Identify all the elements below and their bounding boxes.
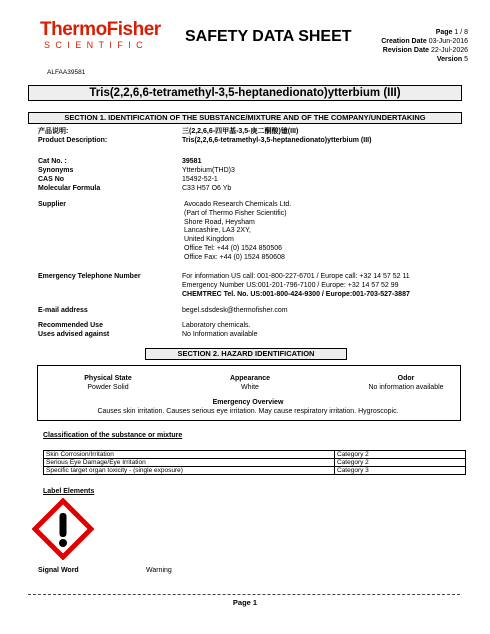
page-label: Page [435,29,453,36]
emergency-row [38,273,410,298]
product-description-row [38,137,372,146]
supplier-line: Lancashire, LA3 2XY, [184,227,251,235]
version-number: 5 [464,56,468,63]
appearance-block [200,375,300,392]
emergency-overview-text: Causes skin irritation. Causes serious eye irritation. May cause respiratory irritation. Hygroscopic. [97,407,399,415]
physical-state-label: Physical State [84,375,132,382]
footer-divider [28,594,460,595]
hazard-cell: Skin Corrosion/Irritation [44,451,335,459]
hazard-cell: Serious Eye Damage/Eye Irritation [44,459,335,467]
supplier-line: Office Fax: +44 (0) 1524 850608 [184,253,285,261]
emergency-overview-label: Emergency Overview [212,399,284,406]
section1-heading: SECTION 1. IDENTIFICATION OF THE SUBSTANCE/MIXTURE AND OF THE COMPANY/UNDERTAKING [28,112,462,124]
product-description-cn-value: 三(2,2,6,6-四甲基-3,5-庚二酮酸)镱(III) [182,128,299,135]
label-elements-title: Label Elements [43,488,95,495]
supplier-label: Supplier [38,201,67,208]
signal-word-label: Signal Word [38,567,79,574]
table-row [44,459,466,467]
creation-date-label: Creation Date [381,38,427,45]
odor-block [356,375,456,392]
recommended-use-row [38,322,251,331]
classification-title: Classification of the substance or mixture [43,432,183,439]
cas-row [38,176,218,185]
cat-no-label: Cat No. : [38,158,67,165]
recommended-use-value: Laboratory chemicals. [182,322,251,329]
exclamation-mark-pictogram-icon [32,498,94,560]
company-logo: ThermoFisher [40,19,161,40]
emergency-numbers [182,273,410,299]
appearance-label: Appearance [229,375,271,382]
emergency-line: For information US call: 001-800-227-6701 / Europe call: +32 14 57 52 11 [182,273,410,280]
category-cell: Category 2 [335,459,466,467]
signal-word-row [38,567,172,576]
product-description-value: Tris(2,2,6,6-tetramethyl-3,5-heptanedionato)ytterbium (III) [182,137,372,144]
document-meta [381,28,468,64]
supplier-row [38,201,292,261]
classification-table [43,450,466,475]
page-footer: Page 1 [232,598,258,607]
page-indicator: 1 / 8 [454,29,468,36]
physical-state-block [58,375,158,392]
supplier-line: Avocado Research Chemicals Ltd. [184,201,292,208]
document-title: SAFETY DATA SHEET [185,28,352,45]
emergency-overview [37,399,459,416]
table-row [44,451,466,459]
appearance-value: White [241,383,259,391]
supplier-line: Shore Road, Heysham [184,218,255,226]
odor-value: No information available [368,383,444,391]
product-code: ALFAA39581 [47,69,86,76]
supplier-line: United Kingdom [184,236,234,244]
supplier-line: (Part of Thermo Fisher Scientific) [184,209,287,217]
formula-label: Molecular Formula [38,185,101,192]
table-row [44,467,466,475]
revision-date: 22-Jul-2026 [431,47,468,54]
email-label: E-mail address [38,307,88,314]
product-description-label: Product Description: [38,137,108,144]
recommended-use-label: Recommended Use [38,322,103,329]
synonyms-row [38,167,235,176]
product-description-cn-row [38,128,299,137]
emergency-label: Emergency Telephone Number [38,273,141,280]
product-name-banner: Tris(2,2,6,6-tetramethyl-3,5-heptanedionato)ytterbium (III) [28,85,462,101]
creation-date: 03-Jun-2016 [428,38,468,45]
hazard-cell: Specific target organ toxicity - (single exposure) [44,467,335,475]
odor-label: Odor [397,375,415,382]
uses-against-label: Uses advised against [38,331,110,338]
emergency-line: CHEMTREC Tel. No. US:001-800-424-9300 / Europe:001-703-527-3887 [182,290,410,298]
synonyms-label: Synonyms [38,167,74,174]
uses-against-value: No Information available [182,331,258,338]
uses-against-row [38,331,258,340]
supplier-line: Office Tel: +44 (0) 1524 850506 [184,244,283,252]
emergency-line: Emergency Number US:001-201-796-7100 / Europe: +32 14 57 52 99 [182,281,399,289]
signal-word-value: Warning [146,567,172,574]
email-row [38,307,288,316]
cas-label: CAS No [38,176,65,183]
cat-no-row [38,158,202,167]
physical-state-value: Powder Solid [87,383,129,391]
synonyms-value: Ytterbium(THD)3 [182,167,235,174]
section2-heading: SECTION 2. HAZARD IDENTIFICATION [145,348,347,360]
version-label: Version [436,56,463,63]
category-cell: Category 3 [335,467,466,475]
product-description-cn-label: 产品说明: [38,128,69,135]
category-cell: Category 2 [335,451,466,459]
company-logo-subtitle: SCIENTIFIC [44,40,149,50]
email-value[interactable]: begel.sdsdesk@thermofisher.com [182,307,288,314]
formula-row [38,185,232,194]
cas-value: 15492-52-1 [182,176,218,183]
formula-value: C33 H57 O6 Yb [182,185,232,192]
supplier-address [184,201,291,263]
cat-no-value: 39581 [182,158,202,165]
revision-date-label: Revision Date [382,47,430,54]
